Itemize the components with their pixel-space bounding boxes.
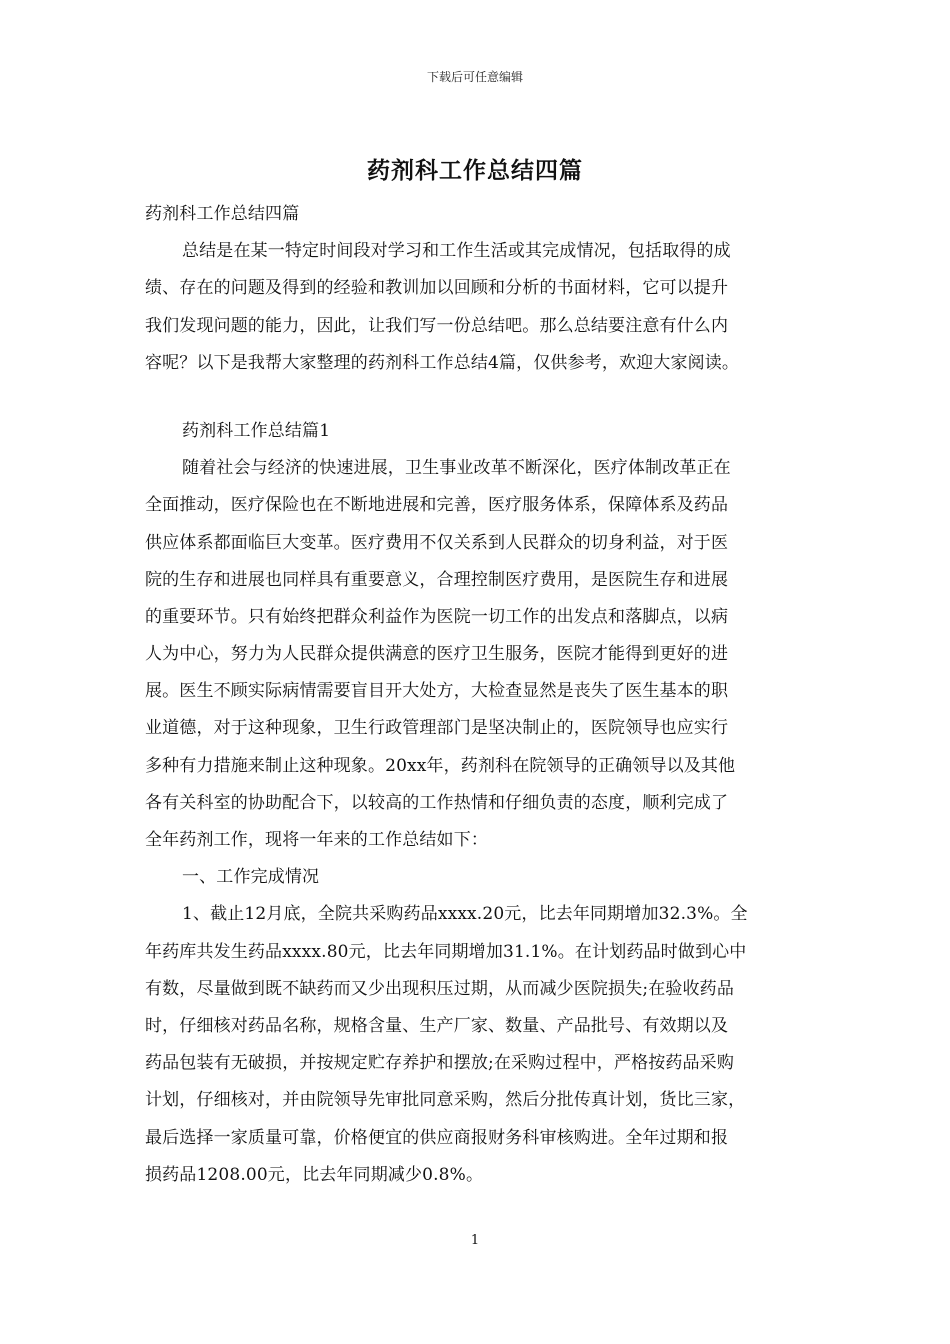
- paragraph-line: 院的生存和进展也同样具有重要意义，合理控制医疗费用，是医院生存和进展: [145, 569, 729, 590]
- paragraph-line: 随着社会与经济的快速进展，卫生事业改革不断深化，医疗体制改革正在: [182, 458, 731, 479]
- paragraph-line: 全年药剂工作，现将一年来的工作总结如下：: [145, 830, 488, 850]
- paragraph-line: 业道德，对于这种现象，卫生行政管理部门是坚决制止的，医院领导也应实行: [145, 718, 729, 739]
- intro-paragraph: [145, 233, 835, 382]
- paragraph-line: 展。医生不顾实际病情需要盲目开大处方，大检查显然是丧失了医生基本的职: [145, 681, 729, 702]
- paragraph-line: 总结是在某一特定时间段对学习和工作生活或其完成情况，包括取得的成: [182, 241, 731, 262]
- subtitle: 药剂科工作总结四篇: [145, 204, 300, 224]
- document-title: 药剂科工作总结四篇: [367, 157, 583, 184]
- paragraph-line: 容呢？以下是我帮大家整理的药剂科工作总结4篇，仅供参考，欢迎大家阅读。: [145, 352, 740, 373]
- paragraph-line: 时，仔细核对药品名称，规格含量、生产厂家、数量、产品批号、有效期以及: [145, 1015, 729, 1036]
- paragraph-line: 全面推动，医疗保险也在不断地进展和完善，医疗服务体系，保障体系及药品: [145, 495, 729, 516]
- section-1-item-paragraph: [145, 896, 835, 1194]
- paragraph-line: 计划，仔细核对，并由院领导先审批同意采购，然后分批传真计划，货比三家，: [145, 1090, 746, 1111]
- paragraph-spacer: [145, 382, 835, 413]
- paragraph-line: 人为中心，努力为人民群众提供满意的医疗卫生服务，医院才能得到更好的进: [145, 644, 729, 665]
- paragraph-line: 各有关科室的协助配合下，以较高的工作热情和仔细负责的态度，顺利完成了: [145, 792, 729, 813]
- paragraph-line: 年药库共发生药品xxxx.80元，比去年同期增加31.1%。在计划药品时做到心中: [145, 941, 747, 962]
- header-note: 下载后可任意编辑: [426, 70, 523, 84]
- paragraph-line: 损药品1208.00元，比去年同期减少0.8%。: [145, 1164, 484, 1185]
- paragraph-line: 我们发现问题的能力，因此，让我们写一份总结吧。那么总结要注意有什么内: [145, 315, 729, 336]
- page-number: 1: [470, 1233, 480, 1248]
- paragraph-line: 供应体系都面临巨大变革。医疗费用不仅关系到人民群众的切身利益，对于医: [145, 532, 729, 553]
- paragraph-line: 多种有力措施来制止这种现象。20xx年，药剂科在院领导的正确领导以及其他: [145, 755, 736, 776]
- section-1-paragraph: [145, 450, 835, 859]
- document-body: [145, 196, 835, 1194]
- subsection-heading: 一、工作完成情况: [182, 867, 320, 888]
- paragraph-line: 最后选择一家质量可靠，价格便宜的供应商报财务科审核购进。全年过期和报: [145, 1127, 729, 1148]
- paragraph-line: 药品包装有无破损，并按规定贮存养护和摆放;在采购过程中，严格按药品采购: [145, 1053, 734, 1074]
- paragraph-line: 1、截止12月底，全院共采购药品xxxx.20元，比去年同期增加32.3%。全: [182, 904, 748, 925]
- paragraph-line: 有数，尽量做到既不缺药而又少出现积压过期，从而减少医院损失;在验收药品: [145, 978, 734, 999]
- paragraph-line: 绩、存在的问题及得到的经验和教训加以回顾和分析的书面材料，它可以提升: [145, 278, 729, 299]
- section-heading: 药剂科工作总结篇1: [182, 420, 331, 441]
- paragraph-line: 的重要环节。只有始终把群众利益作为医院一切工作的出发点和落脚点，以病: [145, 606, 729, 627]
